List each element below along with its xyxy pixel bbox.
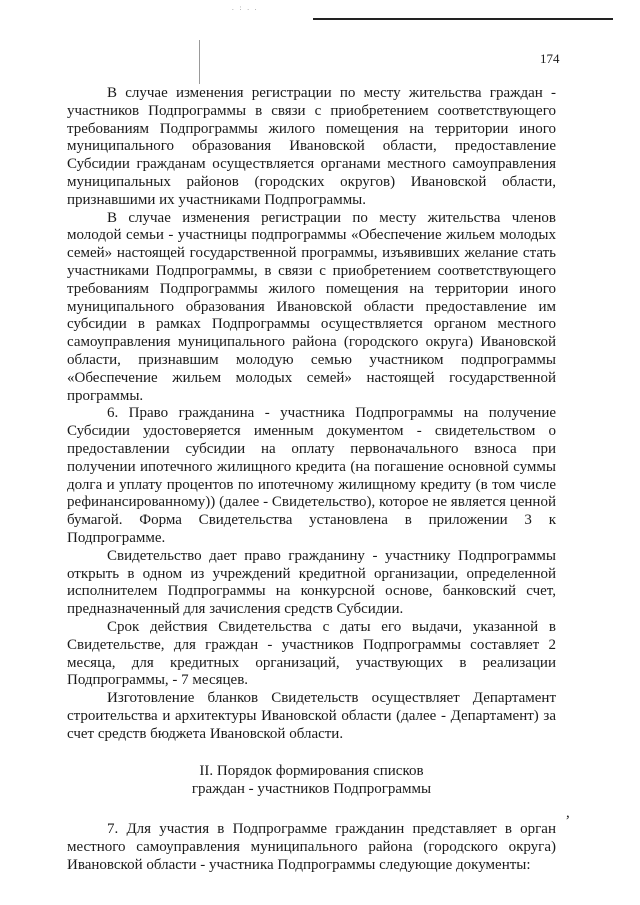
fold-line <box>199 40 200 84</box>
body-text <box>67 85 556 874</box>
paragraph-registration-change: В случае изменения регистрации по месту жительства граждан - участников Подпрограммы в связи с приобретением соответствующего требованиям Подпрограммы жилого помещения на территории иного муниципального образования Ивановской области, предоставление Субсидии гражданам осуществляется органами местного самоуправления муниципальных районов (городских округов) Ивановской области, признавшими их участниками Подпрограммы. <box>67 85 556 208</box>
top-rule <box>313 18 613 20</box>
scan-artifact: . : . . <box>232 4 259 12</box>
page-number: 174 <box>540 51 560 66</box>
paragraph-bank-account: Свидетельство дает право гражданину - участнику Подпрограммы открыть в одном из учреждений кредитной организации, определенной исполнителем Подпрограммы на конкурсной основе, банковский счет, предназначенный для зачисления средств Субсидии. <box>67 547 556 618</box>
section-heading-line2: граждан - участников Подпрограммы <box>191 781 432 798</box>
paragraph-required-documents: 7. Для участия в Подпрограмме гражданин представляет в орган местного самоуправления муниципального района (городского округа) Ивановской области - участника Подпрограммы следующие документы: <box>67 821 556 873</box>
margin-mark: , <box>566 805 570 821</box>
section-heading <box>67 763 556 799</box>
paragraph-certificate-right: 6. Право гражданина - участника Подпрограммы на получение Субсидии удостоверяется именным документом - свидетельством о предоставлении субсидии на оплату первоначального взноса при получении ипотечного жилищного кредита (на погашение основной суммы долга и уплату процентов по ипотечному жилищному кредиту (в том числе рефинансированному)) (далее - Свидетельство), которое не является ценной бумагой. Форма Свидетельства установлена в приложении 3 к Подпрограмме. <box>67 405 556 546</box>
paragraph-validity-period: Срок действия Свидетельства с даты его выдачи, указанной в Свидетельстве, для граждан - участников Подпрограммы составляет 2 месяца, для кредитных организаций, участвующих в реализации Подпрограммы, - 7 месяцев. <box>67 618 556 689</box>
paragraph-blank-production: Изготовление бланков Свидетельств осуществляет Департамент строительства и архитектуры Ивановской области (далее - Департамент) за счет средств бюджета Ивановской области. <box>67 690 556 742</box>
section-heading-line1: II. Порядок формирования списков <box>199 763 424 780</box>
paragraph-young-family: В случае изменения регистрации по месту жительства членов молодой семьи - участницы подпрограммы «Обеспечение жильем молодых семей» настоящей государственной программы, изъявивших желание стать участниками Подпрограммы, в связи с приобретением соответствующего требованиям Подпрограммы жилого помещения на территории иного муниципального образования Ивановской области предоставление им субсидии в рамках Подпрограммы осуществляется органом местного самоуправления муниципального района (городского округа) Ивановской области, признавшим молодую семью участником подпрограммы «Обеспечение жильем молодых семей» настоящей государственной программы. <box>67 209 556 404</box>
